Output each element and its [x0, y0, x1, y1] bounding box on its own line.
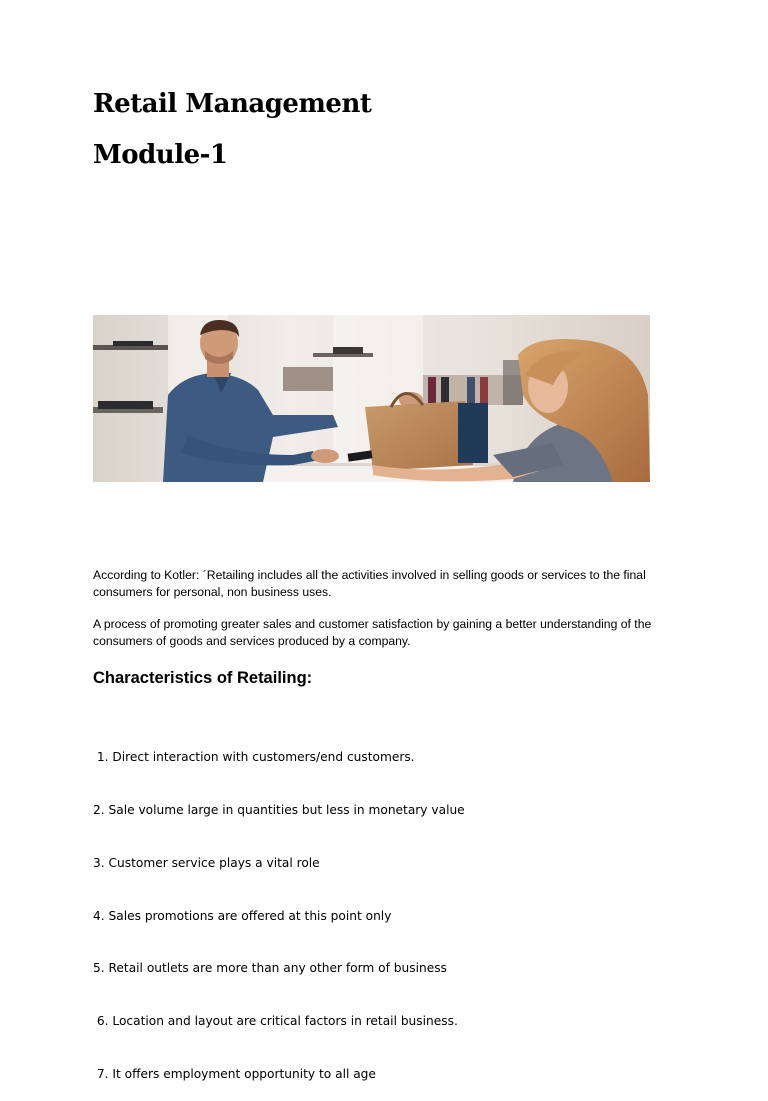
list-item: 3. Customer service plays a vital role — [93, 855, 320, 870]
document-title: Retail Management — [93, 89, 372, 119]
retail-checkout-photo — [93, 315, 650, 482]
list-item: 7. It offers employment opportunity to all age — [93, 1066, 376, 1081]
kotler-definition-paragraph: According to Kotler: ´Retailing includes all the activities involved in selling goods or services to the final consumers for personal, non business uses. — [93, 568, 646, 599]
retailing-process-paragraph: A process of promoting greater sales and customer satisfaction by gaining a better understanding of the consumers of goods and services produced by a company. — [93, 617, 652, 648]
list-item: 1. Direct interaction with customers/end customers. — [93, 750, 415, 765]
module-title: Module-1 — [93, 140, 228, 170]
list-item: 2. Sale volume large in quantities but less in monetary value — [93, 802, 465, 817]
characteristics-heading: Characteristics of Retailing: — [93, 669, 313, 687]
list-item: 5. Retail outlets are more than any other form of business — [93, 961, 447, 976]
characteristics-list — [93, 714, 465, 1101]
list-item: 4. Sales promotions are offered at this point only — [93, 908, 392, 923]
list-item: 6. Location and layout are critical factors in retail business. — [93, 1014, 458, 1029]
